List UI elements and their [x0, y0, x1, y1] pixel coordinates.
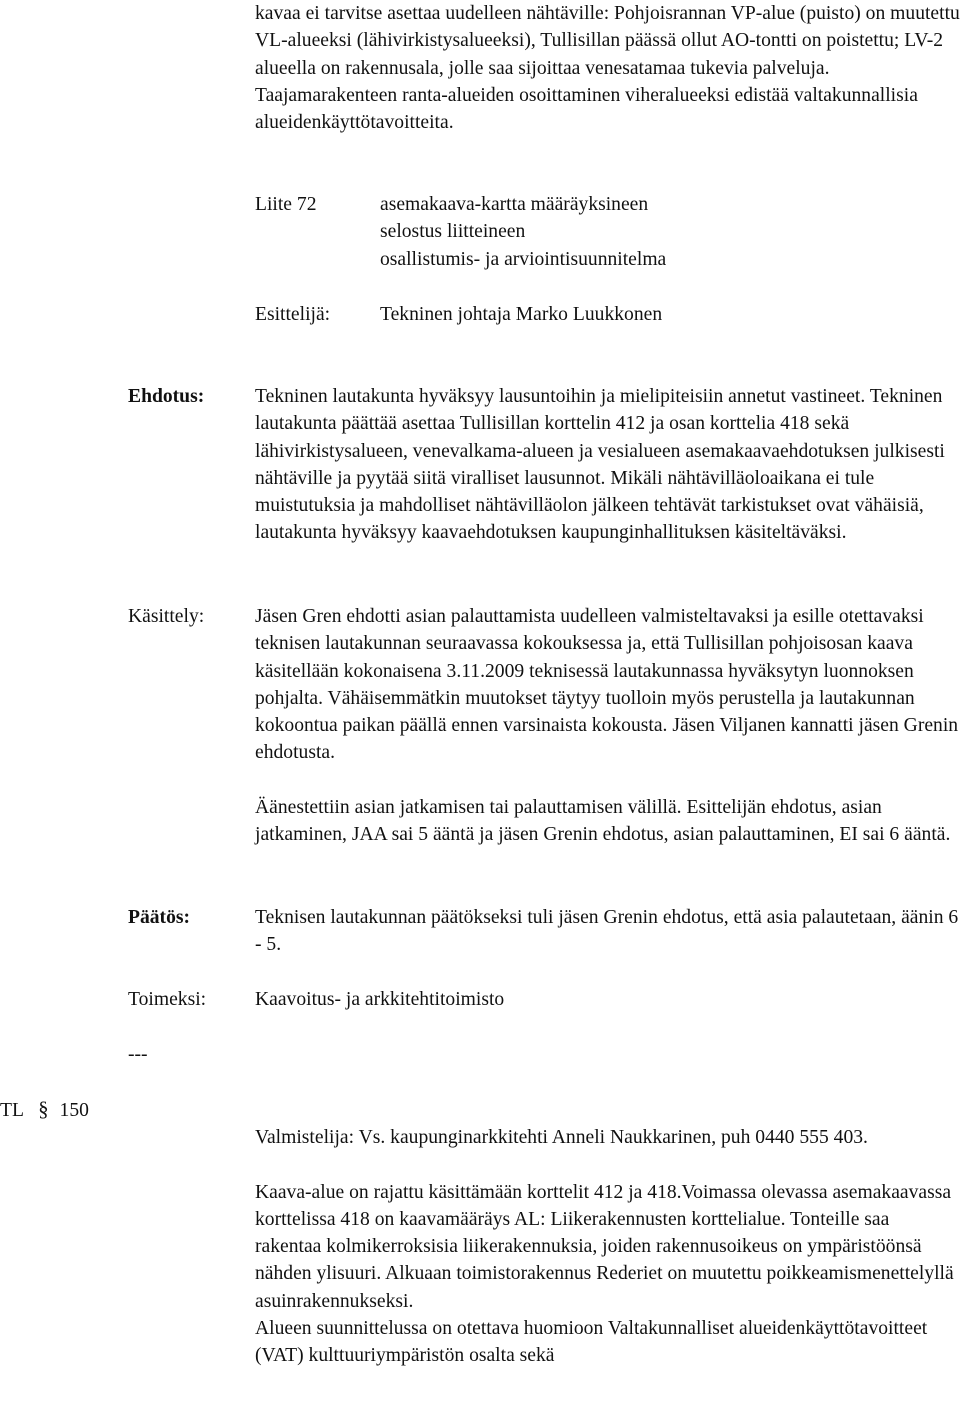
actions-value: Kaavoitus- ja arkkitehtitoimisto [255, 989, 505, 1010]
handling-paragraph: Jäsen Gren ehdotti asian palauttamista uudelleen valmisteltavaksi ja esille otettavaksi teknisen lautakunnan seuraavassa kokouksessa ja, että Tullisillan pohjoisosan kaava käsitellään kokonaisena 3.11.2009 teknisessä lautakunnassa hyväksytyn luonnoksen pohjalta. Vähäisemmätkin muutokset täytyy tuolloin myös perustella ja lautakunnan kokoontua paikan päällä ennen varsinaista kokousta. Jäsen Viljanen kannatti jäsen Grenin ehdotusta. [255, 606, 959, 764]
attachment-label: Liite 72 [255, 194, 317, 215]
section-prefix: TL [0, 1100, 24, 1121]
decision-text: Teknisen lautakunnan päätökseksi tuli jäsen Grenin ehdotus, että asia palautetaan, äänin 6 - 5. [255, 907, 959, 956]
actions-label: Toimeksi: [128, 989, 207, 1010]
section-paragraph: Kaava-alue on rajattu käsittämään korttelit 412 ja 418.Voimassa olevassa asemakaavassa korttelissa 418 on kaavamääräys AL: Liikerakennusten korttelialue. Tonteille saa rakentaa kolmikerroksisia liikerakennuksia, joiden rakennusoikeus on ympäristöönsä nähden ylisuuri. Alkuaan toimistorakennus Rederiet on muutettu poikkeamismenettelyllä asuinrakennukseksi. [255, 1181, 954, 1312]
decision-label: Päätös: [128, 907, 191, 928]
presenter-label: Esittelijä: [255, 304, 331, 325]
handling-content [255, 603, 960, 849]
handling-label: Käsittely: [128, 606, 205, 627]
section-number: 150 [59, 1100, 89, 1121]
preparer-line: Valmistelija: Vs. kaupunginarkkitehti Anneli Naukkarinen, puh 0440 555 403. [255, 1127, 868, 1148]
section-symbol: § [38, 1097, 49, 1121]
section-body [255, 1124, 960, 1370]
attachment-item: osallistumis- ja arviointisuunnitelma [380, 248, 667, 270]
section-heading [0, 1096, 130, 1124]
presenter-value: Tekninen johtaja Marko Luukkonen [380, 304, 663, 325]
separator: --- [128, 1044, 148, 1065]
intro-paragraph: kavaa ei tarvitse asettaa uudelleen nähtäville: Pohjoisrannan VP-alue (puisto) on muutettu VL-alueeksi (lähivirkistysalueeksi), Tullisillan päässä ollut AO-tontti on poistettu; LV-2 alueella on rakennusala, jolle saa sijoittaa venesatamaa tukevia palveluja. Taajamarakenteen ranta-alueiden osoittaminen viheralueeksi edistää valtakunnallisia alueidenkäyttötavoitteita. [255, 3, 960, 134]
paragraph-gap [255, 767, 960, 794]
paragraph-gap [255, 1151, 960, 1178]
proposal-label: Ehdotus: [128, 386, 205, 407]
vote-paragraph: Äänestettiin asian jatkamisen tai palauttamisen välillä. Esittelijän ehdotus, asian jatkaminen, JAA sai 5 ääntä ja jäsen Grenin ehdotus, asian palauttaminen, EI sai 6 ääntä. [255, 797, 951, 846]
attachment-list [380, 191, 960, 273]
proposal-text: Tekninen lautakunta hyväksyy lausuntoihin ja mielipiteisiin annetut vastineet. Tekninen lautakunta päättää asettaa Tullisillan korttelin 412 ja osan korttelia 418 sekä lähivirkistysalueen, venevalkama-alueen ja vesialueen asemakaavaehdotuksen julkisesti nähtäville ja pyytää siitä viralliset lausunnot. Mikäli nähtävilläoloaikana ei tule muistutuksia ja mahdolliset nähtävilläolon jälkeen tehtävät tarkistukset ovat vähäisiä, lautakunta hyväksyy kaavaehdotuksen kaupunginhallituksen käsiteltäväksi. [255, 386, 945, 544]
attachment-item: selostus liitteineen [380, 221, 526, 243]
section-paragraph: Alueen suunnittelussa on otettava huomioon Valtakunnalliset alueidenkäyttötavoitteet (VAT) kulttuuriympäristön osalta sekä [255, 1318, 928, 1367]
attachment-item: asemakaava-kartta määräyksineen [380, 194, 649, 215]
